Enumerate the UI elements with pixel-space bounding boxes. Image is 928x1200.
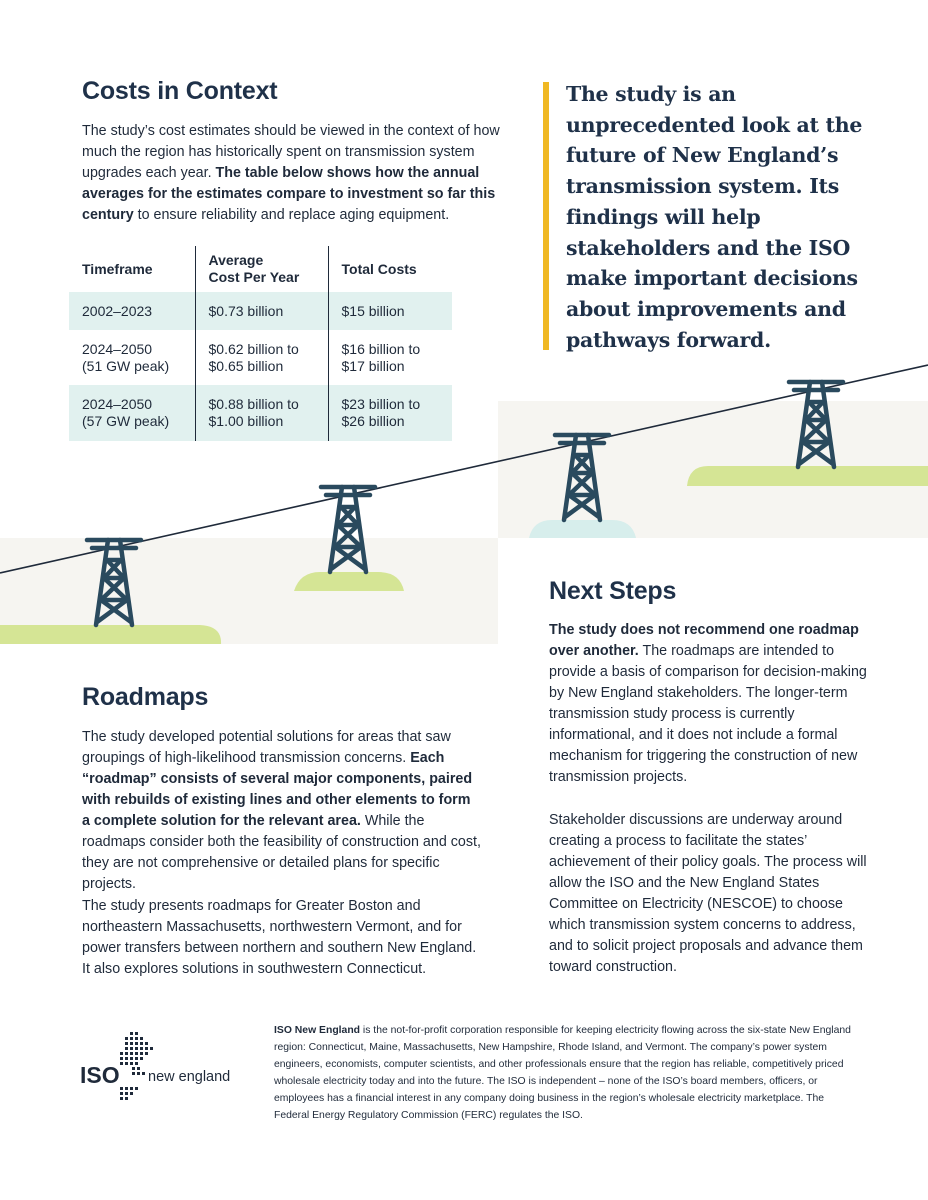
cell-average-l1: $0.73 billion — [208, 302, 284, 319]
hill-4 — [687, 466, 928, 486]
cell-total-l1: $23 billion to — [341, 396, 421, 412]
hill-1 — [0, 625, 221, 644]
iso-new-england-logo — [80, 1028, 240, 1108]
cell-total-l1: $16 billion to — [341, 340, 421, 357]
costs-intro — [82, 121, 522, 226]
cell-total — [328, 292, 452, 330]
roadmaps-p1-plain: The study developed potential solutions for areas that saw groupings of high-likelihood transmission concerns. — [82, 729, 451, 766]
next-steps-title: Next Steps — [549, 577, 677, 605]
cell-timeframe — [69, 385, 195, 441]
cell-total-l2: $26 billion — [341, 413, 405, 429]
roadmaps-p1-bold: Each “roadmap” consists of several major components, paired with rebuilds of existing lines and other elements to form a complete solution for the relevant area. — [82, 750, 473, 829]
pull-quote: The study is an unprecedented look at the future of New England’s transmission system. Its findings will help stakeholders and the ISO make important decisions about improvements and pathways forward. — [566, 82, 863, 352]
cell-total-l2: $17 billion — [341, 357, 405, 374]
cell-average — [195, 330, 328, 385]
logo-new-england-text: new england — [148, 1069, 231, 1085]
costs-intro-tail: to ensure reliability and replace aging equipment. — [133, 207, 450, 223]
cell-timeframe — [69, 292, 195, 330]
roadmaps-p1 — [82, 727, 482, 895]
hill-3 — [529, 520, 636, 538]
cell-average-l2: $0.65 billion — [208, 357, 284, 374]
cell-timeframe — [69, 330, 195, 385]
hill-2 — [294, 572, 404, 591]
header-timeframe: Timeframe — [82, 260, 153, 277]
cell-average — [195, 385, 328, 441]
table-row — [69, 330, 452, 385]
next-steps-p2: Stakeholder discussions are underway around creating a process to facilitate the states’ achievement of their policy goals. The process will allow the ISO and the New England States Committee on Electricity (NESCOE) to choose which transmission system concerns to address, and to solicit project proposals and advance them toward construction. — [549, 812, 867, 975]
costs-title: Costs in Context — [82, 77, 278, 105]
footer-about — [274, 1022, 854, 1125]
roadmaps-p1-tail: While the roadmaps consider both the feasibility of construction and cost, they are not comprehensive or detailed plans for specific projects. — [82, 813, 481, 892]
costs-intro-bold: The table below shows how the annual averages for the estimates compare to investment so far this century — [82, 165, 496, 223]
next-steps-p1 — [549, 620, 879, 788]
table-row — [69, 385, 452, 441]
roadmaps-p2: The study presents roadmaps for Greater Boston and northeastern Massachusetts, northwestern Vermont, and for power transfers between northern and southern New England. It also explores solutions in southwestern Connecticut. — [82, 898, 477, 977]
logo-iso-text: ISO — [80, 1062, 120, 1088]
footer-about-bold: ISO New England — [274, 1025, 361, 1036]
cell-timeframe-l2: (57 GW peak) — [82, 413, 170, 429]
table-header-row — [69, 246, 452, 292]
new-england-map-dots-icon — [120, 1032, 153, 1100]
cell-timeframe-l1: 2024–2050 — [82, 340, 153, 357]
cost-table — [69, 246, 452, 441]
cell-total — [328, 330, 452, 385]
cell-timeframe-l2: (51 GW peak) — [82, 357, 170, 374]
cell-average-l1: $0.88 billion to — [208, 396, 299, 412]
cell-total-l1: $15 billion — [341, 302, 405, 319]
table-row — [69, 292, 452, 330]
cell-average — [195, 292, 328, 330]
cell-average-l1: $0.62 billion to — [208, 340, 299, 357]
header-average-l2: Cost Per Year — [208, 269, 300, 285]
cell-total — [328, 385, 452, 441]
next-steps-p1-tail: The roadmaps are intended to provide a basis of comparison for decision-making by New England stakeholders. The longer-term transmission study process is currently informational, and it does not include a formal mechanism for triggering the construction of new transmission projects. — [549, 643, 867, 785]
next-steps-p1-bold: The study does not recommend one roadmap over another. — [549, 622, 859, 659]
header-average-l1: Average — [208, 252, 264, 268]
costs-intro-plain: The study’s cost estimates should be viewed in the context of how much the region has historically spent on transmission system upgrades each year. — [82, 123, 500, 181]
cell-timeframe-l1: 2024–2050 — [82, 396, 153, 412]
footer-about-text: is the not-for-profit corporation responsible for keeping electricity flowing across the six-state New England region: Connecticut, Maine, Massachusetts, New Hampshire, Rhode Island, and Vermont. The company’s power system engineers, economists, computer scientists, and other professionals ensure that the region has reliable, competitively priced wholesale electricity today and into the future. The ISO is independent – none of the ISO’s board members, officers, or employees has a financial interest in any company doing business in the region’s wholesale electricity marketplace. The Federal Energy Regulatory Commission (FERC) regulates the ISO. — [274, 1025, 851, 1122]
quote-accent-bar — [543, 82, 549, 350]
roadmaps-title: Roadmaps — [82, 683, 209, 711]
cell-average-l2: $1.00 billion — [208, 413, 284, 429]
header-total: Total Costs — [328, 246, 452, 292]
cell-timeframe-l1: 2002–2023 — [82, 302, 153, 319]
header-average — [195, 246, 328, 292]
